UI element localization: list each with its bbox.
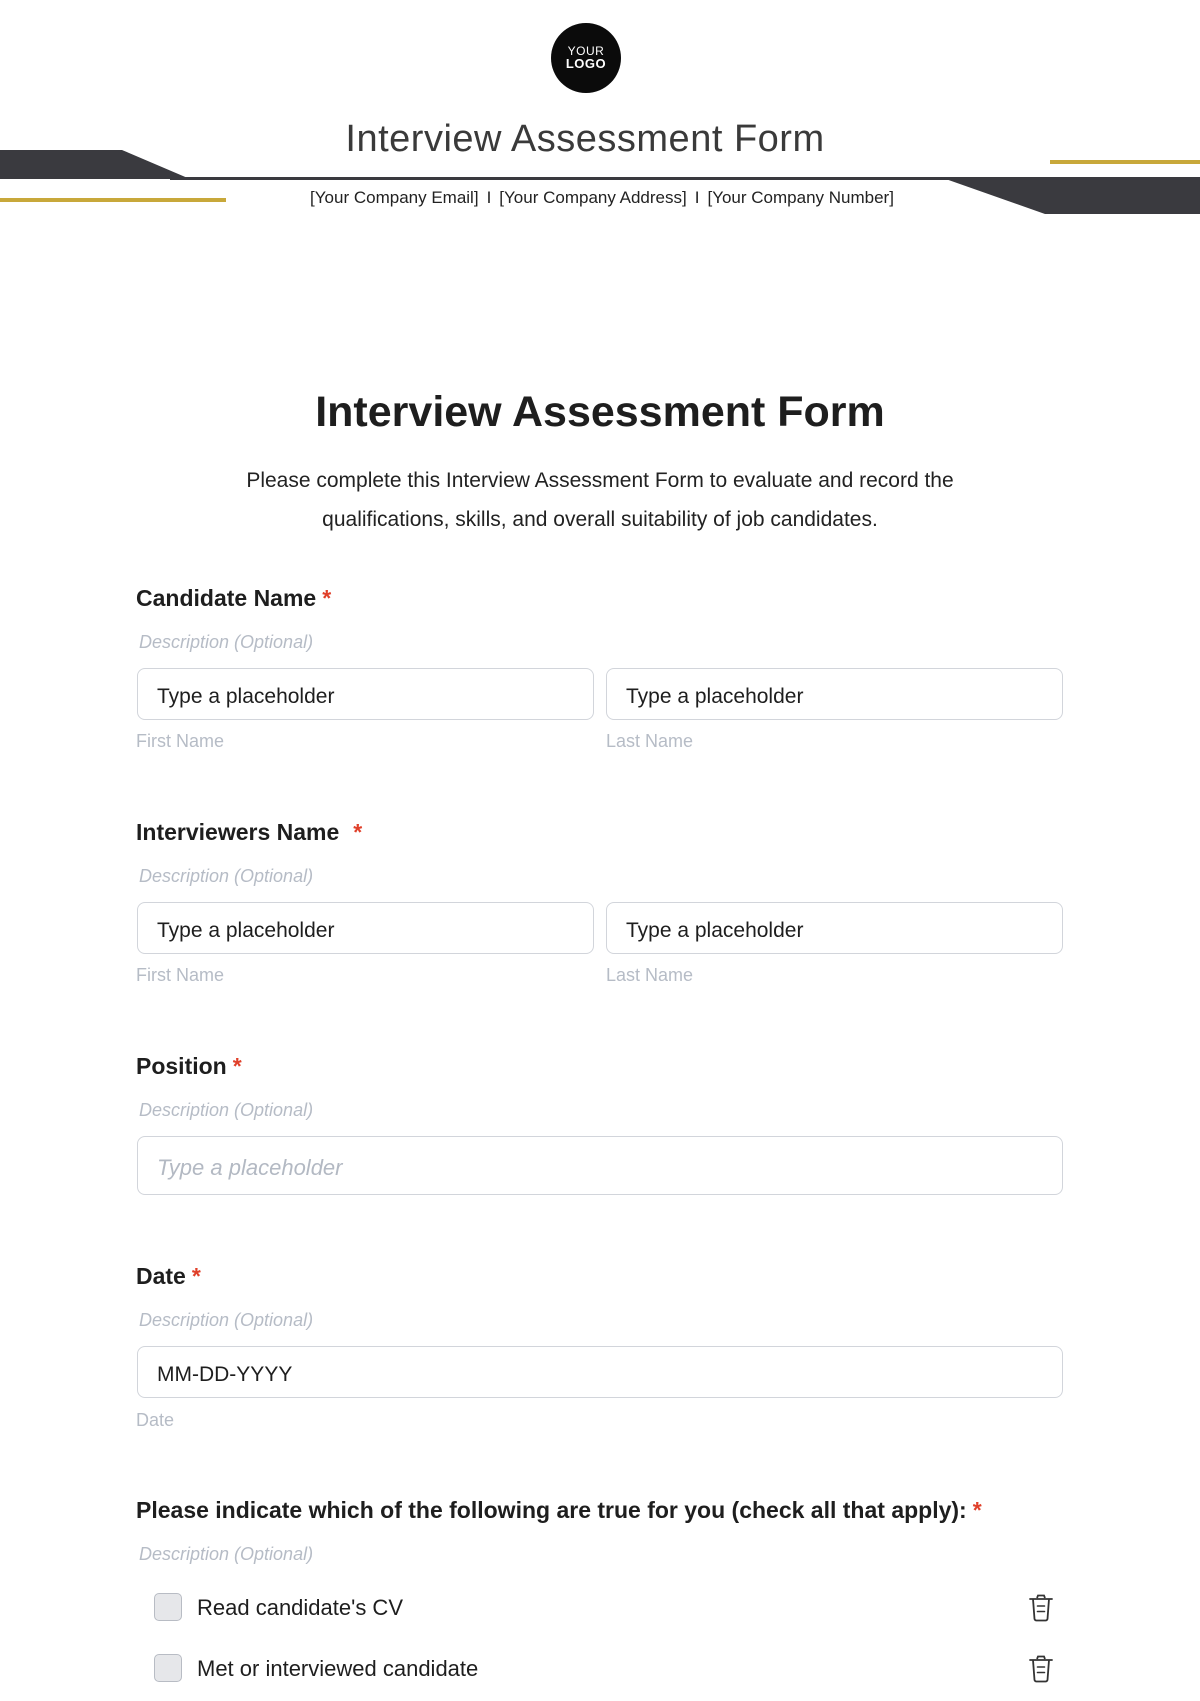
question-text: Position [136, 1053, 227, 1079]
question-text: Please indicate which of the following are true for you (check all that apply): [136, 1497, 967, 1523]
question-description[interactable]: Description (Optional) [139, 1100, 314, 1120]
checklist-option[interactable] [154, 1653, 1054, 1685]
first-name-sublabel: First Name [136, 965, 225, 985]
question-label-date [136, 1263, 201, 1290]
company-contact-line [0, 188, 1200, 208]
center-divider-line [170, 177, 1072, 180]
required-asterisk: * [972, 1497, 982, 1523]
form-title: Interview Assessment Form [315, 388, 885, 436]
question-text: Candidate Name [136, 585, 317, 611]
first-name-sublabel: First Name [136, 731, 225, 751]
question-description[interactable]: Description (Optional) [139, 1310, 314, 1330]
date-sublabel: Date [136, 1410, 175, 1430]
trash-icon[interactable] [1028, 1594, 1054, 1622]
company-email: [Your Company Email] [310, 188, 479, 207]
trash-icon[interactable] [1028, 1655, 1054, 1683]
required-asterisk: * [353, 819, 363, 845]
checkbox[interactable] [154, 1654, 182, 1682]
last-name-sublabel: Last Name [606, 965, 694, 985]
question-description[interactable]: Description (Optional) [139, 632, 314, 652]
company-address: [Your Company Address] [499, 188, 687, 207]
position-input[interactable]: Type a placeholder [137, 1136, 1063, 1195]
question-description[interactable]: Description (Optional) [139, 866, 314, 886]
question-text: Date [136, 1263, 186, 1289]
form-description: Please complete this Interview Assessment Form to evaluate and record the qualifications, skills, and overall suitability of job candidates. [246, 469, 954, 531]
question-label-checklist [136, 1497, 982, 1524]
last-name-sublabel: Last Name [606, 731, 694, 751]
checkbox-label: Read candidate's CV [197, 1595, 403, 1620]
checkbox[interactable] [154, 1593, 182, 1621]
letterhead-title: Interview Assessment Form [345, 118, 825, 160]
question-label-candidate-name [136, 585, 331, 612]
company-number: [Your Company Number] [707, 188, 894, 207]
contact-separator: I [486, 188, 492, 207]
contact-separator: I [694, 188, 700, 207]
interviewer-last-name-input[interactable]: Type a placeholder [606, 902, 1063, 954]
required-asterisk: * [322, 585, 332, 611]
question-description[interactable]: Description (Optional) [139, 1544, 314, 1564]
company-logo [551, 23, 621, 93]
candidate-first-name-input[interactable]: Type a placeholder [137, 668, 594, 720]
required-asterisk: * [232, 1053, 242, 1079]
date-input[interactable]: MM-DD-YYYY [137, 1346, 1063, 1398]
logo-text-line2: LOGO [565, 56, 607, 72]
required-asterisk: * [191, 1263, 201, 1289]
question-label-position [136, 1053, 242, 1080]
checkbox-label: Met or interviewed candidate [197, 1656, 479, 1681]
candidate-last-name-input[interactable]: Type a placeholder [606, 668, 1063, 720]
question-label-interviewers-name [136, 819, 362, 846]
question-text: Interviewers Name [136, 819, 340, 845]
checklist-option[interactable] [154, 1592, 1054, 1624]
interviewer-first-name-input[interactable]: Type a placeholder [137, 902, 594, 954]
logo-text-line1: YOUR [567, 43, 605, 58]
